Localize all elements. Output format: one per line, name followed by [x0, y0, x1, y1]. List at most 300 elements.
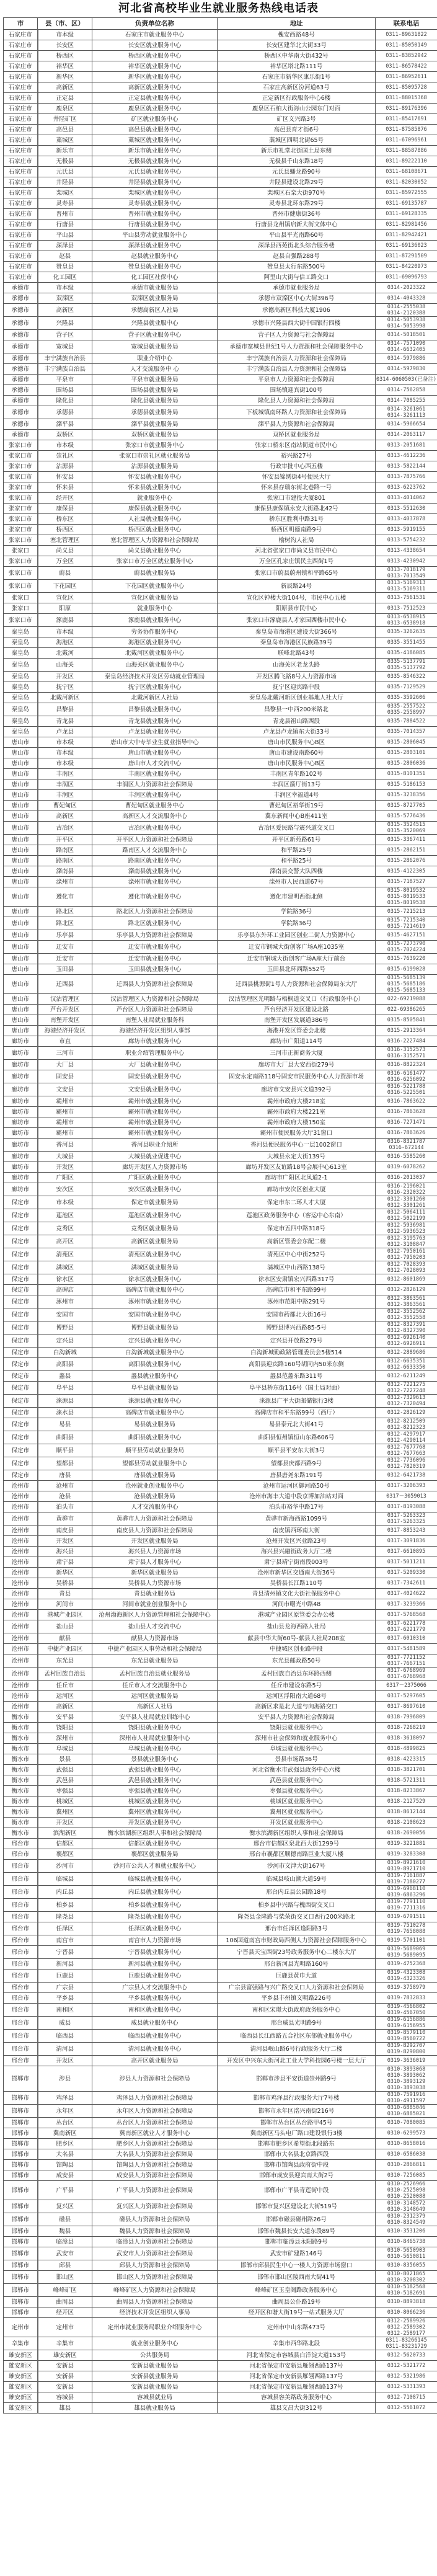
cell-county: 路南区: [38, 856, 92, 866]
table-row: [4, 1491, 437, 1502]
cell-phone: 0319-6968110 0319-6863296: [376, 1886, 437, 1899]
table-row: [4, 1128, 437, 1139]
cell-unit: 霸州市就业服务中心: [92, 1096, 218, 1107]
cell-address: 黄骅市新海西路1099号: [218, 1512, 376, 1526]
table-row: [4, 293, 437, 304]
cell-county: 吴桥县: [38, 1578, 92, 1589]
cell-unit: 廊坊市就业服务中心: [92, 1036, 218, 1047]
cell-city: 承德市: [4, 364, 38, 375]
cell-county: 沧县: [38, 1491, 92, 1502]
cell-phone: 022-69219088: [376, 994, 437, 1005]
cell-address: 海港开发区管委会北楼: [218, 1026, 376, 1036]
cell-unit: 冀州区就业服务中心: [92, 1807, 218, 1818]
cell-county: 市本级: [38, 748, 92, 758]
cell-county: 正定县: [38, 93, 92, 104]
cell-city: 承德市: [4, 430, 38, 440]
cell-county: 广平县: [38, 2181, 92, 2200]
cell-city: 秦皇岛: [4, 693, 38, 703]
cell-unit: 涉县人力资源和社会保障局: [92, 2066, 218, 2092]
cell-city: 廊坊市: [4, 1183, 38, 1196]
cell-unit: 邯山区人力资源和社会保障局: [92, 2271, 218, 2284]
cell-city: 廊坊市: [4, 1173, 38, 1183]
cell-phone: 0313-4014062: [376, 493, 437, 504]
cell-county: 丰润区: [38, 790, 92, 801]
cell-unit: 高阳县就业服务中心: [92, 1358, 218, 1371]
cell-unit: 怀来县就业服务中心: [92, 482, 218, 493]
cell-city: 雄安新区: [4, 2350, 38, 2361]
cell-phone: 0318-2127529: [376, 1797, 437, 1807]
table-row: [4, 1818, 437, 1828]
cell-city: 邯郸市: [4, 2149, 38, 2160]
table-row: [4, 406, 437, 419]
cell-unit: 大城县就业促进中心: [92, 1152, 218, 1162]
cell-city: 邢台市: [4, 2030, 38, 2043]
cell-county: 易县: [38, 1418, 92, 1431]
cell-city: 沧州市: [4, 1702, 38, 1712]
cell-city: 沧州市: [4, 1633, 38, 1644]
table-row: [4, 659, 437, 672]
cell-county: 安新县: [38, 2382, 92, 2392]
table-row: [4, 954, 437, 964]
cell-city: 沧州市: [4, 1610, 38, 1620]
cell-county: 雄县: [38, 2403, 92, 2414]
cell-phone: 0311-85050149: [376, 40, 437, 51]
cell-phone: 0311-68108671: [376, 167, 437, 177]
cell-city: 沧州市: [4, 1620, 38, 1633]
cell-unit: 桥西区就业服务中心: [92, 51, 218, 61]
header-county: 县（市、区）: [38, 18, 92, 30]
cell-unit: 黄骅市人力资源和社会保障局: [92, 1512, 218, 1526]
cell-county: 山海关: [38, 659, 92, 672]
table-row: [4, 1754, 437, 1765]
cell-city: 张家口市: [4, 614, 38, 627]
cell-phone: 0317-5011211: [376, 1557, 437, 1568]
cell-phone: 0314-7571090 0314-6632405: [376, 340, 437, 353]
cell-phone: 0335-3551455: [376, 637, 437, 648]
table-row: [4, 375, 437, 385]
cell-unit: 正定县就业服务中心: [92, 93, 218, 104]
cell-address: 阜城县就业服务中心: [218, 1744, 376, 1754]
table-row: [4, 330, 437, 340]
cell-address: 邯郸市馆陶县政府街中段: [218, 2160, 376, 2170]
cell-address: 邯郸市大名县北京路西段: [218, 2149, 376, 2160]
cell-phone: 0311-85972555: [376, 188, 437, 198]
cell-phone: 0313-2051681: [376, 440, 437, 451]
table-row: [4, 964, 437, 975]
cell-county: 高新区: [38, 1702, 92, 1712]
table-row: [4, 1775, 437, 1786]
table-row: [4, 2260, 437, 2271]
cell-county: 丰宁满族自治县: [38, 364, 92, 375]
cell-unit: 任泽区就业服务中心: [92, 1922, 218, 1935]
cell-address: 滦平县人力资源和社会保障局: [218, 419, 376, 430]
table-row: [4, 1654, 437, 1668]
cell-phone: 0315-2803101: [376, 748, 437, 758]
table-row: [4, 419, 437, 430]
cell-county: 元氏县: [38, 167, 92, 177]
cell-city: 邯郸市: [4, 2297, 38, 2307]
cell-address: 港城产业园区原管委会办公楼: [218, 1610, 376, 1620]
table-row: [4, 1060, 437, 1070]
cell-county: 定州市: [38, 2318, 92, 2337]
table-row: [4, 1235, 437, 1248]
cell-unit: 白沟新城就业服务中心: [92, 1348, 218, 1358]
cell-unit: 唐县就业服务局: [92, 1470, 218, 1481]
table-row: [4, 125, 437, 135]
cell-city: 承德市: [4, 419, 38, 430]
cell-county: 围场县: [38, 385, 92, 396]
cell-county: 涞源县: [38, 1395, 92, 1408]
table-row: [4, 1681, 437, 1691]
cell-city: 邢台市: [4, 1899, 38, 1912]
cell-county: 高新区: [38, 304, 92, 317]
table-row: [4, 1395, 437, 1408]
cell-address: 深州市社会保障和就业服务中心: [218, 1733, 376, 1744]
cell-county: 古冶区: [38, 822, 92, 835]
cell-address: 河北省张家口市尚义县市民中心: [218, 546, 376, 556]
cell-county: 柏乡县: [38, 1899, 92, 1912]
cell-county: 襄都区: [38, 1849, 92, 1860]
cell-address: 邯郸市邱县民生中心一楼人力资源市场窗口: [218, 2260, 376, 2271]
cell-unit: 张家口市万全区就业服务中心: [92, 556, 218, 567]
cell-city: 邢台市: [4, 1993, 38, 2004]
cell-unit: 竞秀区就业服务局: [92, 1222, 218, 1235]
cell-phone: 0310-5182568 0310-5182691: [376, 2284, 437, 2297]
table-row: [4, 61, 437, 72]
cell-phone: 0311-67096961: [376, 135, 437, 146]
cell-address: 邯郸市丛台区丛台路甲45号: [218, 2118, 376, 2128]
table-row: [4, 1222, 437, 1235]
cell-phone: 0311-85417691: [376, 114, 437, 125]
table-row: [4, 1295, 437, 1308]
cell-address: 开发区就业服务中心: [218, 1818, 376, 1828]
cell-unit: 新华区就业服务局: [92, 1568, 218, 1578]
cell-city: 邯郸市: [4, 2139, 38, 2149]
cell-unit: 井陉县就业服务中心: [92, 177, 218, 188]
cell-phone: 0315-2862151: [376, 845, 437, 856]
cell-address: 怀安县锦绣街4号便民大厅: [218, 472, 376, 482]
cell-address: 莲池区政务服务中心（客运中心东南）: [218, 1209, 376, 1222]
cell-unit: 玉田县就业服务中心: [92, 964, 218, 975]
cell-phone: 0311-69096793: [376, 272, 437, 283]
cell-phone: 0312-5620733: [376, 2350, 437, 2361]
cell-unit: 丛台区人力资源和社会保障局: [92, 2118, 218, 2128]
cell-address: 邯郸市临漳县永阳路9号: [218, 2237, 376, 2247]
cell-county: 营子区: [38, 330, 92, 340]
cell-city: 邢台市: [4, 1873, 38, 1886]
table-row: [4, 2247, 437, 2260]
cell-city: 承德市: [4, 330, 38, 340]
cell-phone: 0311-82030052: [376, 177, 437, 188]
table-row: [4, 716, 437, 727]
cell-county: 孟村回族自治县: [38, 1668, 92, 1681]
table-row: [4, 994, 437, 1005]
table-row: [4, 1348, 437, 1358]
cell-address: 康保县康保镇永安大街路北42号: [218, 504, 376, 514]
table-row: [4, 1308, 437, 1321]
cell-city: 邯郸市: [4, 2170, 38, 2181]
cell-address: 槐安西路48号: [218, 30, 376, 40]
table-row: [4, 1070, 437, 1083]
cell-unit: 卢龙县就业服务中心: [92, 727, 218, 737]
cell-county: 化工园区: [38, 272, 92, 283]
cell-address: 武邑县就业服务中心: [218, 1775, 376, 1786]
cell-city: 张家口市: [4, 504, 38, 514]
table-row: [4, 1382, 437, 1395]
cell-phone: 0318-7996809: [376, 1712, 437, 1723]
cell-county: 肥乡区: [38, 2139, 92, 2149]
table-row: [4, 779, 437, 790]
cell-phone: 0312-7736096 0312-7820319: [376, 1457, 437, 1470]
cell-phone: 0317-8853243: [376, 1526, 437, 1536]
cell-unit: 博野县就业服务局: [92, 1321, 218, 1335]
cell-phone: 0312-6635351 0312-6633350: [376, 1358, 437, 1371]
table-row: [4, 2213, 437, 2226]
table-row: [4, 627, 437, 637]
cell-county: 承德县: [38, 406, 92, 419]
cell-county: 市直: [38, 1036, 92, 1047]
cell-phone: 0319-3283308: [376, 1849, 437, 1860]
table-row: [4, 1983, 437, 1993]
cell-phone: 0317-3206393: [376, 1481, 437, 1491]
table-body: [4, 30, 437, 2414]
cell-address: 经开区和谐大街19号一站式服务大厅: [218, 2307, 376, 2318]
cell-address: 元氏县蟠龙路90号: [218, 167, 376, 177]
table-row: [4, 525, 437, 535]
cell-unit: 广宗县人才交流服务中心: [92, 1983, 218, 1993]
cell-unit: 迁西县人力资源和社会保障局: [92, 975, 218, 994]
cell-phone: 0311-89631822: [376, 30, 437, 40]
cell-phone: 0310-3893068 0310-3893062 0310-3893129 0310-3893038: [376, 2066, 437, 2092]
cell-unit: 安国市就业服务中心: [92, 1308, 218, 1321]
cell-county: 三河市: [38, 1047, 92, 1060]
cell-county: 海港经济开发区: [38, 1026, 92, 1036]
cell-city: 秦皇岛: [4, 727, 38, 737]
cell-unit: 平山县劳动就业服务中心: [92, 230, 218, 241]
cell-unit: 昌黎县就业服务中心: [92, 703, 218, 716]
cell-city: 石家庄市: [4, 198, 38, 209]
cell-county: 海兴县: [38, 1547, 92, 1557]
cell-unit: 曹妃甸区就业服务中心: [92, 801, 218, 811]
cell-unit: 霸州市就业服务中心: [92, 1128, 218, 1139]
cell-unit: 安平县人社局就业训练中心: [92, 1712, 218, 1723]
table-row: [4, 2128, 437, 2139]
cell-unit: 高开区就业服务局: [92, 2056, 218, 2066]
table-row: [4, 1912, 437, 1922]
cell-address: 山海关区老龙头路: [218, 659, 376, 672]
cell-city: 廊坊市: [4, 1152, 38, 1162]
cell-city: 邢台市: [4, 2056, 38, 2066]
cell-address: 衡水滨湖新区组织人事和社会保障局: [218, 1828, 376, 1839]
cell-phone: 0316-8321787 0316-672144: [376, 1139, 437, 1152]
cell-phone: 0314-3261061 0314-3261113: [376, 406, 437, 419]
cell-phone: 0317-7721152 0317-7667151: [376, 1654, 437, 1668]
cell-address: 武安市矿建路146号: [218, 2247, 376, 2260]
cell-county: 海港区: [38, 637, 92, 648]
cell-unit: 海港区就业服务中心: [92, 637, 218, 648]
table-row: [4, 1723, 437, 1733]
cell-address: 无极县千山东路18号: [218, 156, 376, 167]
cell-city: 石家庄市: [4, 272, 38, 283]
cell-address: 丰润区幸福道4号: [218, 790, 376, 801]
cell-county: 盐山县: [38, 1620, 92, 1633]
cell-county: 芦台开发区: [38, 1005, 92, 1015]
cell-city: 保定市: [4, 1470, 38, 1481]
cell-phone: 0311-86578422: [376, 61, 437, 72]
cell-phone: 0312-7221275 0312-7227248: [376, 1382, 437, 1395]
cell-phone: 0317－3059013: [376, 1491, 437, 1502]
cell-unit: 青龙县就业服务中心: [92, 716, 218, 727]
table-row: [4, 593, 437, 603]
cell-address: 青县清州镇文化大街社保服务中心: [218, 1589, 376, 1599]
table-row: [4, 1610, 437, 1620]
cell-address: 灵寿县北环东路29号: [218, 198, 376, 209]
table-row: [4, 1139, 437, 1152]
table-row: [4, 822, 437, 835]
cell-address: 辛集市西华路北段: [218, 2337, 376, 2350]
table-row: [4, 2004, 437, 2017]
cell-city: 沧州市: [4, 1654, 38, 1668]
table-row: [4, 2371, 437, 2382]
cell-unit: 肥乡区人力资源和社会保障局: [92, 2139, 218, 2149]
cell-city: 保定市: [4, 1371, 38, 1382]
cell-county: 徐水区: [38, 1274, 92, 1285]
cell-city: 邯郸市: [4, 2307, 38, 2318]
cell-phone: 0312-2889686: [376, 1348, 437, 1358]
cell-county: 运河区: [38, 1691, 92, 1702]
table-row: [4, 2056, 437, 2066]
cell-address: 遵化市建明西街北侧: [218, 887, 376, 907]
table-row: [4, 2149, 437, 2160]
cell-phone: 0310-7256085: [376, 2170, 437, 2181]
table-row: [4, 1502, 437, 1512]
cell-unit: 文安县就业服务中心: [92, 1083, 218, 1096]
cell-city: 衡水市: [4, 1733, 38, 1744]
cell-unit: 承德县就业服务局: [92, 406, 218, 419]
cell-phone: 0319-3636019: [376, 2056, 437, 2066]
cell-county: 安国市: [38, 1308, 92, 1321]
cell-unit: 满城区就业服务局: [92, 1261, 218, 1274]
cell-unit: 阜城县就业服务中心: [92, 1744, 218, 1754]
cell-address: 保定市五四中路318号: [218, 1222, 376, 1235]
cell-city: 邢台市: [4, 1935, 38, 1946]
table-row: [4, 396, 437, 406]
cell-city: 承德市: [4, 385, 38, 396]
cell-address: 桥东区胜利中路31号: [218, 514, 376, 525]
cell-phone: 0314-7562858: [376, 385, 437, 396]
cell-city: 廊坊市: [4, 1083, 38, 1096]
table-row: [4, 2403, 437, 2414]
cell-address: 邢台新河县光明路160号: [218, 1959, 376, 1970]
cell-county: 无极县: [38, 156, 92, 167]
cell-phone: 0312-4297917 0312-4290114: [376, 1431, 437, 1444]
cell-phone: 0318-3618097: [376, 1733, 437, 1744]
cell-address: 桥西区中华南大街432号: [218, 51, 376, 61]
cell-county: 临西县: [38, 2030, 92, 2043]
cell-city: 保定市: [4, 1408, 38, 1418]
cell-unit: 下花园区就业服务中心: [92, 580, 218, 593]
cell-county: 开发区: [38, 1162, 92, 1173]
cell-phone: 0317-8697610: [376, 1702, 437, 1712]
cell-address: 晋州市健康街36号: [218, 209, 376, 220]
cell-address: 邯郸市邯山区陵西南大街41号: [218, 2271, 376, 2284]
cell-county: 市本级: [38, 440, 92, 451]
cell-city: 邢台市: [4, 1970, 38, 1983]
cell-unit: 馆陶县人力资源和社会保障局: [92, 2160, 218, 2170]
cell-city: 石家庄市: [4, 82, 38, 93]
cell-unit: 唐山市就业服务中心: [92, 748, 218, 758]
cell-address: 海兴县兴融街政务大厅二楼: [218, 1547, 376, 1557]
cell-address: 河北省保定市安新县雁翎西路137号: [218, 2361, 376, 2371]
table-row: [4, 801, 437, 811]
cell-phone: 0310-3148572 0310-3148649: [376, 2200, 437, 2213]
table-row: [4, 2181, 437, 2200]
cell-city: 保定市: [4, 1321, 38, 1335]
cell-city: 承德市: [4, 375, 38, 385]
cell-city: 定州市: [4, 2318, 38, 2337]
cell-phone: 0312-5321986: [376, 2371, 437, 2382]
table-row: [4, 1557, 437, 1568]
cell-unit: 沧县就业服务局: [92, 1491, 218, 1502]
cell-address: 唐山市民服务中心B区: [218, 737, 376, 748]
table-row: [4, 2160, 437, 2170]
cell-unit: 定州市就业服务局职业介绍服务中心: [92, 2318, 218, 2337]
table-row: [4, 51, 437, 61]
cell-unit: 矿区就业服务中心: [92, 114, 218, 125]
cell-phone: 0318-8233867: [376, 1786, 437, 1797]
cell-county: 平乡县: [38, 1993, 92, 2004]
cell-county: 广阳区: [38, 1173, 92, 1183]
cell-phone: 0314-4043328: [376, 293, 437, 304]
cell-address: 雄县文昌大街312号: [218, 2403, 376, 2414]
cell-county: 辛集市: [38, 2337, 92, 2350]
cell-unit: 魏县人力资源和社会保障局: [92, 2226, 218, 2237]
cell-unit: 襄都区就业服务局: [92, 1849, 218, 1860]
table-row: [4, 2318, 437, 2337]
cell-unit: 行唐县就业服务中心: [92, 220, 218, 230]
cell-unit: 邱县人力资源和社会保障局: [92, 2260, 218, 2271]
cell-county: 深州市: [38, 1733, 92, 1744]
cell-unit: 双滦区就业服务局: [92, 293, 218, 304]
cell-address: 丰润区箭厅街13号: [218, 779, 376, 790]
cell-address: 唐山市民服务中心B区: [218, 758, 376, 769]
table-row: [4, 769, 437, 779]
cell-phone: 0311-83266145 0311-83231729: [376, 2337, 437, 2350]
cell-county: 康保县: [38, 504, 92, 514]
cell-phone: 0317-5768568: [376, 1610, 437, 1620]
cell-city: 沧州市: [4, 1536, 38, 1547]
cell-address: 万全区孔家庄镇民主西街1号: [218, 556, 376, 567]
cell-unit: 营子区就业服务中心: [92, 330, 218, 340]
cell-phone: 0315-5685139 0315-5685186 0315-5685133: [376, 975, 437, 994]
cell-city: 唐山市: [4, 866, 38, 877]
cell-address: 盐山县龙海西路人社局: [218, 1620, 376, 1633]
cell-address: 满城区中山西路138号: [218, 1261, 376, 1274]
cell-unit: 曲周县人力资源和社会保障局: [92, 2297, 218, 2307]
cell-city: 石家庄市: [4, 177, 38, 188]
cell-city: 张家口市: [4, 451, 38, 461]
cell-city: 承德市: [4, 406, 38, 419]
cell-phone: 0314-7085255: [376, 396, 437, 406]
cell-city: 衡水市: [4, 1786, 38, 1797]
cell-city: 唐山市: [4, 877, 38, 887]
cell-unit: 东光县就业服务局: [92, 1654, 218, 1668]
cell-phone: 0311-87585876: [376, 125, 437, 135]
cell-address: 藁城区四明北街65号: [218, 135, 376, 146]
cell-phone: 0318-2690056: [376, 1828, 437, 1839]
table-row: [4, 748, 437, 758]
cell-address: 玉田县北环西路552号: [218, 964, 376, 975]
